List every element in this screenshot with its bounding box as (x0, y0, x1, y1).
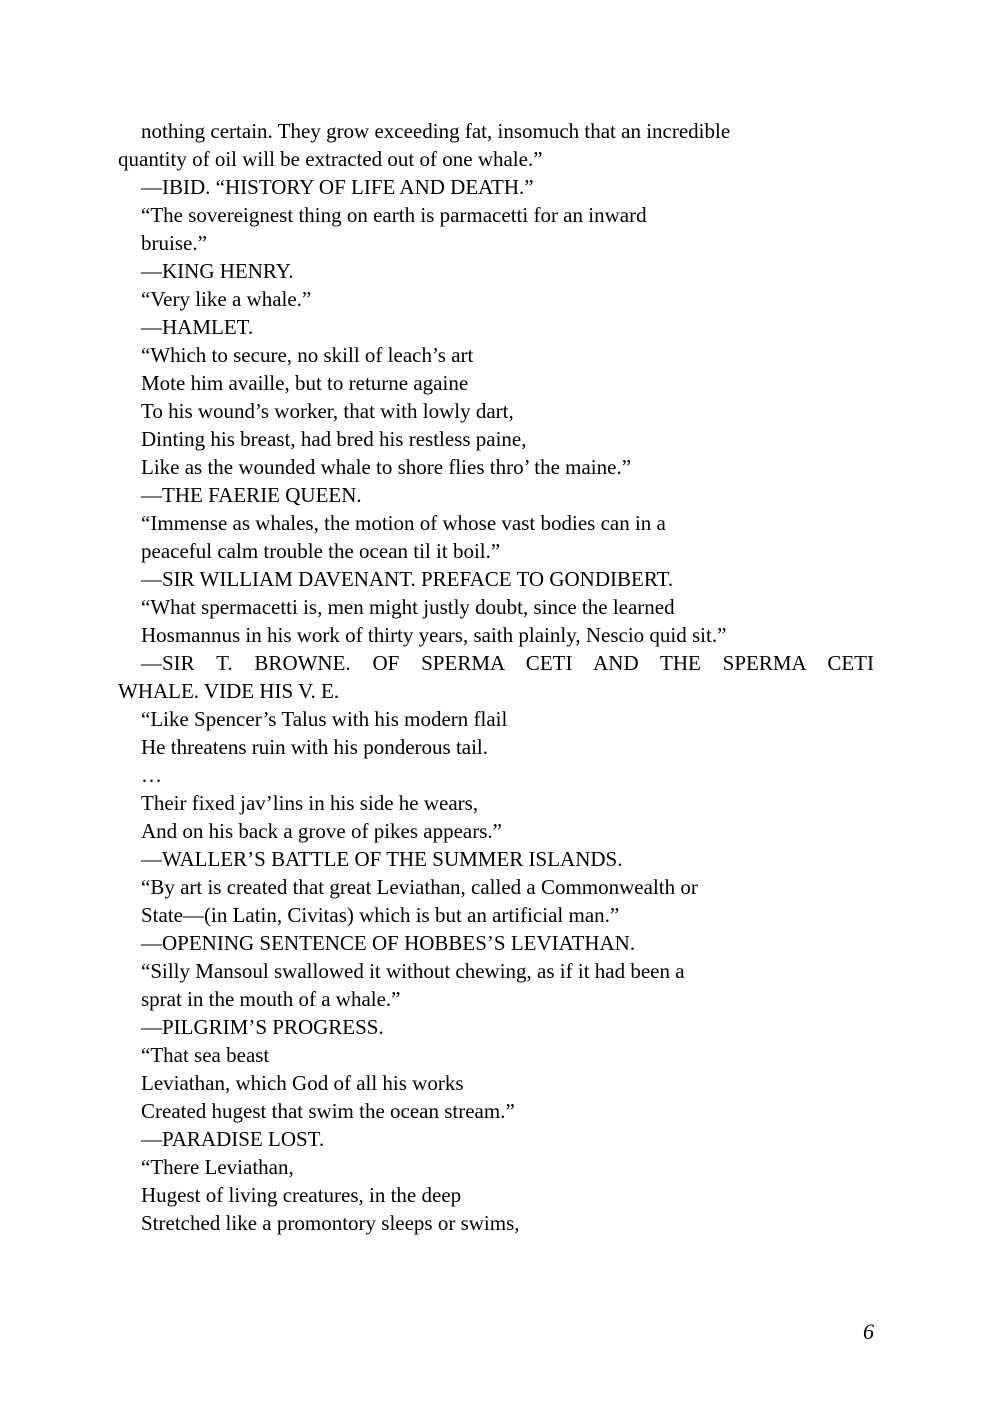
text-line: quantity of oil will be extracted out of one whale.” (118, 147, 543, 171)
text-line: “Like Spencer’s Talus with his modern flail (141, 707, 508, 731)
text-line: “Very like a whale.” (141, 287, 312, 311)
text-line: —PARADISE LOST. (141, 1127, 325, 1151)
text-line: peaceful calm trouble the ocean til it boil.” (141, 539, 501, 563)
text-line: —PILGRIM’S PROGRESS. (141, 1015, 384, 1039)
text-line: Dinting his breast, had bred his restless paine, (141, 427, 527, 451)
page-number: 6 (863, 1319, 874, 1344)
text-line: —IBID. “HISTORY OF LIFE AND DEATH.” (141, 175, 534, 199)
text-line: To his wound’s worker, that with lowly dart, (141, 399, 514, 423)
text-line: Their fixed jav’lins in his side he wears, (141, 791, 479, 815)
text-line: Leviathan, which God of all his works (141, 1071, 464, 1095)
text-line: “Which to secure, no skill of leach’s art (141, 343, 474, 367)
text-line: Like as the wounded whale to shore flies thro’ the maine.” (141, 455, 632, 479)
text-line: —SIR WILLIAM DAVENANT. PREFACE TO GONDIBERT. (141, 567, 674, 591)
text-line: bruise.” (141, 231, 207, 255)
text-line: “By art is created that great Leviathan, called a Commonwealth or (141, 875, 698, 899)
text-line: Hugest of living creatures, in the deep (141, 1183, 462, 1207)
text-line: “That sea beast (141, 1043, 270, 1067)
text-line: “Silly Mansoul swallowed it without chewing, as if it had been a (141, 959, 685, 983)
text-line: State—(in Latin, Civitas) which is but an artificial man.” (141, 903, 620, 927)
text-line: Stretched like a promontory sleeps or swims, (141, 1211, 520, 1235)
text-line: “Immense as whales, the motion of whose vast bodies can in a (141, 511, 666, 535)
text-line: —THE FAERIE QUEEN. (141, 483, 362, 507)
text-line: Created hugest that swim the ocean stream.” (141, 1099, 515, 1123)
text-line: WHALE. VIDE HIS V. E. (118, 679, 340, 703)
text-line: Hosmannus in his work of thirty years, saith plainly, Nescio quid sit.” (141, 623, 727, 647)
text-line: sprat in the mouth of a whale.” (141, 987, 401, 1011)
text-line: He threatens ruin with his ponderous tail. (141, 735, 489, 759)
body-text (118, 117, 874, 1237)
text-line: … (141, 763, 162, 787)
text-line: —KING HENRY. (141, 259, 294, 283)
text-line: —OPENING SENTENCE OF HOBBES’S LEVIATHAN. (141, 931, 636, 955)
text-line: —SIR T. BROWNE. OF SPERMA CETI AND THE SPERMA CETI (141, 651, 874, 675)
text-line: —HAMLET. (141, 315, 254, 339)
text-line: “There Leviathan, (141, 1155, 294, 1179)
text-line: nothing certain. They grow exceeding fat, insomuch that an incredible (141, 119, 731, 143)
text-line: Mote him availle, but to returne againe (141, 371, 469, 395)
text-line: “What spermacetti is, men might justly doubt, since the learned (141, 595, 675, 619)
text-line: “The sovereignest thing on earth is parmacetti for an inward (141, 203, 647, 227)
text-line: —WALLER’S BATTLE OF THE SUMMER ISLANDS. (141, 847, 623, 871)
text-line: And on his back a grove of pikes appears.” (141, 819, 502, 843)
